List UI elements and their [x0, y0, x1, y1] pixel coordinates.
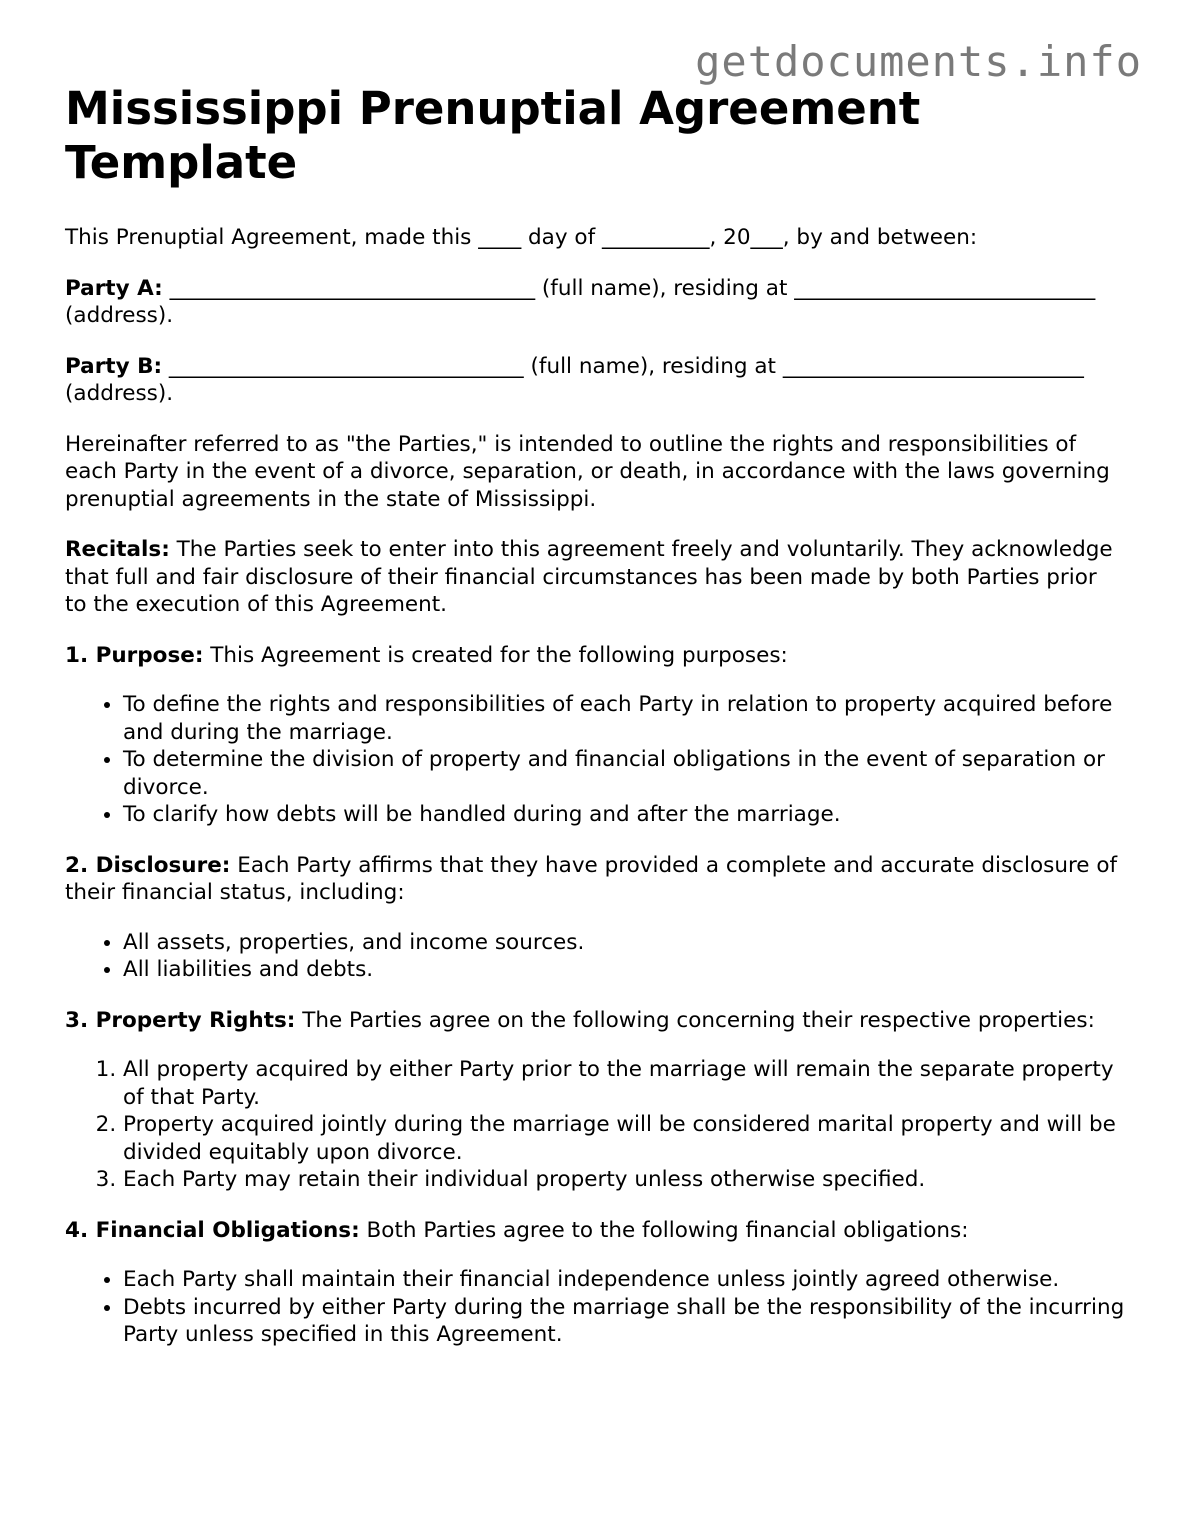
section-heading: 3. Property Rights:	[65, 1007, 296, 1033]
hereinafter-paragraph: Hereinafter referred to as "the Parties," is intended to outline the rights and responsibilities of each Party in the event of a divorce, separation, or death, in accordance with the laws governing prenuptial agreements in the state of Mississippi.	[65, 431, 1110, 512]
section-property-rights	[65, 1007, 1125, 1035]
watermark: getdocuments.info	[695, 37, 1142, 86]
list-item: 1. All property acquired by either Party prior to the marriage will remain the separate property of that Party.	[123, 1056, 1125, 1111]
document	[65, 82, 1125, 1372]
section-text: The Parties agree on the following concerning their respective properties:	[302, 1007, 1095, 1033]
section-text: Each Party affirms that they have provided a complete and accurate disclosure of their financial status, including:	[65, 852, 1118, 905]
list-item: • All liabilities and debts.	[123, 956, 1125, 984]
party-a-label: Party A:	[65, 275, 163, 301]
section-heading: 2. Disclosure:	[65, 852, 231, 878]
list-item: 2. Property acquired jointly during the marriage will be considered marital property and will be divided equitably upon divorce.	[123, 1111, 1125, 1166]
section-text: Both Parties agree to the following financial obligations:	[366, 1217, 969, 1243]
purpose-list	[65, 691, 1125, 829]
party-b-paragraph	[65, 353, 1125, 408]
section-text: This Agreement is created for the following purposes:	[210, 642, 788, 668]
party-a-text: __________________________________ (full name), residing at ____________________________ (address).	[65, 275, 1096, 328]
recitals-paragraph	[65, 536, 1125, 619]
recitals-text: The Parties seek to enter into this agreement freely and voluntarily. They acknowledge that full and fair disclosure of their financial circumstances has been made by both Parties prior to the execution of this Agreement.	[65, 537, 1113, 617]
party-a-paragraph	[65, 275, 1125, 330]
section-heading: 1. Purpose:	[65, 642, 204, 668]
financial-obligations-list	[65, 1266, 1125, 1349]
party-b-text: _________________________________ (full name), residing at ____________________________ (address).	[65, 353, 1084, 406]
intro-paragraph: This Prenuptial Agreement, made this ____ day of __________, 20___, by and between:	[65, 225, 978, 250]
property-rights-list	[65, 1056, 1125, 1194]
list-item: • To clarify how debts will be handled during and after the marriage.	[123, 801, 1125, 829]
section-heading: 4. Financial Obligations:	[65, 1217, 360, 1243]
section-financial-obligations	[65, 1217, 1125, 1245]
section-purpose	[65, 642, 1125, 670]
list-item: • To define the rights and responsibilities of each Party in relation to property acquired before and during the marriage.	[123, 691, 1125, 746]
list-item: 3. Each Party may retain their individual property unless otherwise specified.	[123, 1166, 1125, 1194]
list-item: • Debts incurred by either Party during the marriage shall be the responsibility of the incurring Party unless specified in this Agreement.	[123, 1294, 1125, 1349]
party-b-label: Party B:	[65, 353, 163, 379]
disclosure-list	[65, 929, 1125, 984]
list-item: • All assets, properties, and income sources.	[123, 929, 1125, 957]
section-disclosure	[65, 852, 1125, 907]
list-item: • Each Party shall maintain their financial independence unless jointly agreed otherwise.	[123, 1266, 1125, 1294]
recitals-label: Recitals:	[65, 537, 170, 562]
document-title: Mississippi Prenuptial Agreement Template	[65, 82, 921, 189]
list-item: • To determine the division of property and financial obligations in the event of separation or divorce.	[123, 746, 1125, 801]
